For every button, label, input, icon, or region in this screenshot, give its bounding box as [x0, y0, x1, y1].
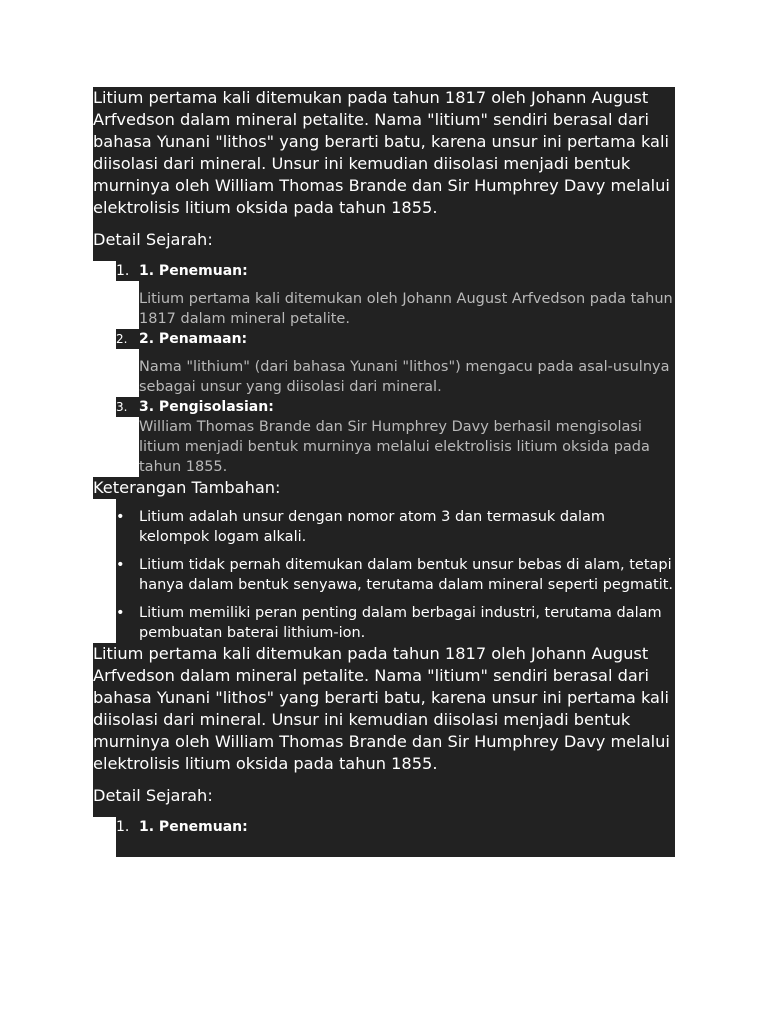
extra-item-text: Litium memiliki peran penting dalam berbagai industri, terutama dalam pembuatan baterai lithium-ion. — [139, 605, 662, 641]
history-item-title: 3. Pengisolasian: — [139, 397, 675, 417]
bullet-icon: • — [116, 509, 125, 525]
intro-block-repeat — [93, 643, 675, 775]
bullet-icon: • — [116, 557, 125, 573]
intro-block — [93, 87, 675, 219]
intro-paragraph: Litium pertama kali ditemukan pada tahun 1817 oleh Johann August Arfvedson dalam mineral petalite. Nama "litium" sendiri berasal dari bahasa Yunani "lithos" yang berarti batu, karena unsur ini pertama kali diisolasi dari mineral. Unsur ini kemudian diisolasi menjadi bentuk murninya oleh William Thomas Brande dan Sir Humphrey Davy melalui elektrolisis litium oksida pada tahun 1855. — [93, 644, 670, 773]
extra-item-2 — [116, 555, 675, 595]
history-heading-block-repeat — [93, 785, 675, 807]
history-item-2 — [93, 329, 675, 349]
extra-item-text: Litium tidak pernah ditemukan dalam bentuk unsur bebas di alam, tetapi hanya dalam bentuk senyawa, terutama dalam mineral seperti pegmatit. — [139, 557, 674, 593]
history-heading-block — [93, 229, 675, 251]
extra-item-text: Litium adalah unsur dengan nomor atom 3 dan termasuk dalam kelompok logam alkali. — [139, 509, 606, 545]
history-item-desc: Nama "lithium" (dari bahasa Yunani "lithos") mengacu pada asal-usulnya sebagai unsur yang diisolasi dari mineral. — [139, 359, 670, 395]
history-item-title: 1. Penemuan: — [139, 817, 675, 857]
extra-item-3 — [116, 603, 675, 643]
extra-item-1 — [116, 507, 675, 547]
history-heading: Detail Sejarah: — [93, 230, 213, 249]
history-item-1-desc-row — [93, 281, 675, 329]
history-item-3-desc-row — [93, 417, 675, 477]
history-item-2-desc-row — [93, 349, 675, 397]
spacer — [93, 251, 675, 261]
history-item-desc: Litium pertama kali ditemukan oleh Johann August Arfvedson pada tahun 1817 dalam mineral petalite. — [139, 291, 673, 327]
document-page — [93, 87, 675, 919]
intro-paragraph: Litium pertama kali ditemukan pada tahun 1817 oleh Johann August Arfvedson dalam mineral petalite. Nama "litium" sendiri berasal dari bahasa Yunani "lithos" yang berarti batu, karena unsur ini pertama kali diisolasi dari mineral. Unsur ini kemudian diisolasi menjadi bentuk murninya oleh William Thomas Brande dan Sir Humphrey Davy melalui elektrolisis litium oksida pada tahun 1855. — [93, 88, 670, 217]
spacer — [93, 219, 675, 229]
history-item-1-repeat — [93, 817, 675, 857]
extra-heading: Keterangan Tambahan: — [93, 478, 281, 497]
list-number: 3. — [116, 397, 139, 417]
history-heading: Detail Sejarah: — [93, 786, 213, 805]
history-item-1 — [93, 261, 675, 281]
list-number: 2. — [116, 329, 139, 349]
bullet-icon: • — [116, 605, 125, 621]
spacer — [93, 775, 675, 785]
spacer — [93, 807, 675, 817]
extra-list — [93, 499, 675, 643]
extra-heading-block — [93, 477, 675, 499]
history-item-title: 1. Penemuan: — [139, 261, 675, 281]
history-item-desc: William Thomas Brande dan Sir Humphrey Davy berhasil mengisolasi litium menjadi bentuk murninya melalui elektrolisis litium oksida pada tahun 1855. — [139, 419, 650, 475]
history-item-title: 2. Penamaan: — [139, 329, 675, 349]
history-item-3 — [93, 397, 675, 417]
list-number: 1. — [116, 817, 139, 857]
list-number: 1. — [116, 261, 139, 281]
